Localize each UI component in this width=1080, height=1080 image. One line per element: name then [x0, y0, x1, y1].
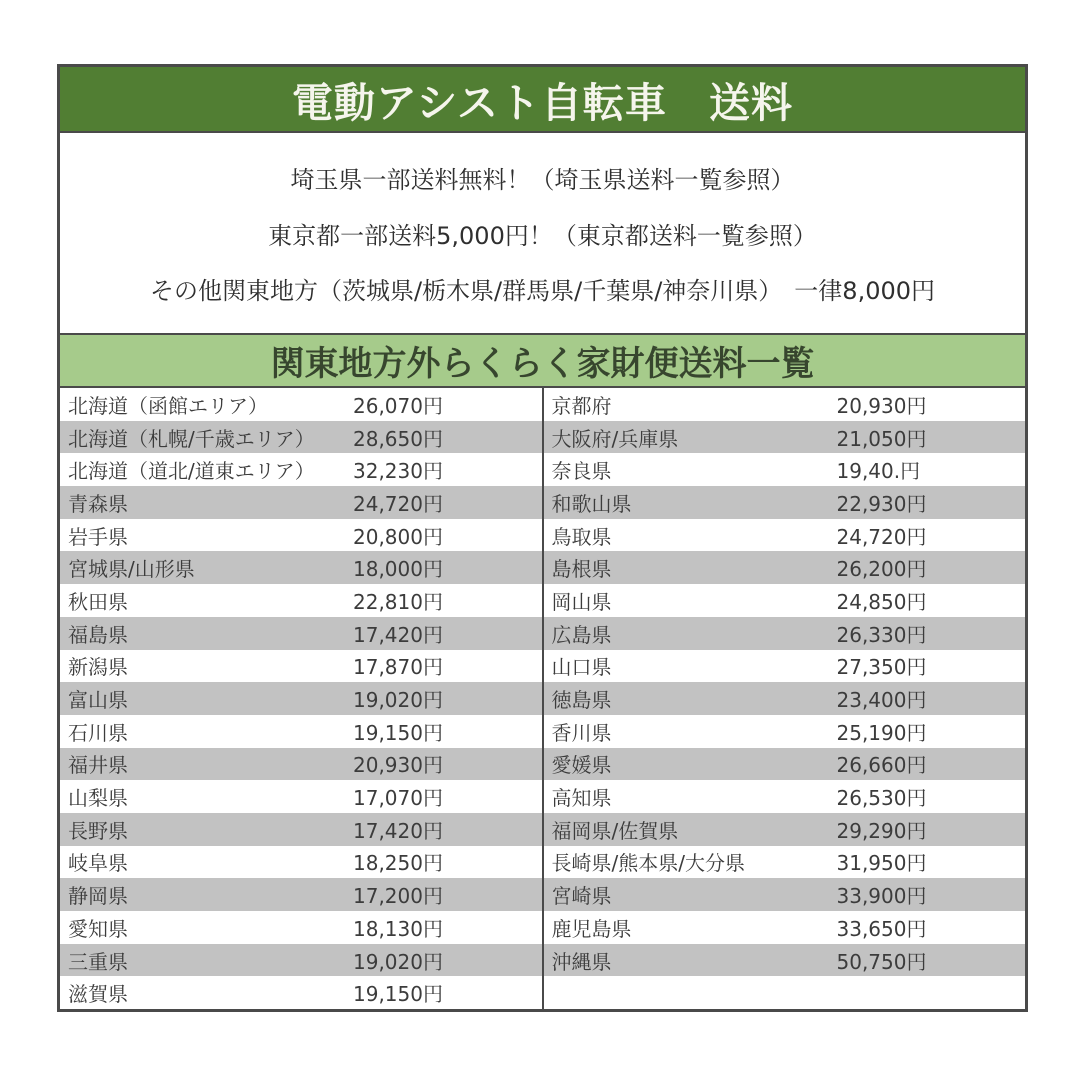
table-row — [60, 551, 542, 584]
shipping-fee: 17,070円 — [353, 786, 443, 811]
shipping-fee-table — [60, 388, 1025, 1009]
shipping-fee: 26,660円 — [836, 753, 927, 778]
table-row — [60, 780, 542, 813]
notes-section — [60, 133, 1025, 333]
table-row — [60, 813, 542, 846]
shipping-info-panel — [57, 64, 1028, 1012]
table-row — [60, 453, 542, 486]
shipping-fee: 21,050円 — [836, 426, 927, 451]
table-row — [544, 944, 1026, 977]
table-column-left — [60, 388, 542, 1009]
region-name: 石川県 — [68, 720, 128, 745]
table-row — [544, 878, 1026, 911]
table-row — [544, 846, 1026, 879]
region-name: 長崎県/熊本県/大分県 — [551, 851, 745, 876]
table-row — [60, 715, 542, 748]
table-column-right — [542, 388, 1026, 1009]
shipping-fee: 19,40.円 — [836, 459, 921, 484]
region-name: 鹿児島県 — [551, 916, 632, 941]
shipping-fee: 22,810円 — [353, 589, 443, 614]
shipping-fee: 17,870円 — [353, 655, 443, 680]
region-name: 奈良県 — [551, 459, 612, 484]
region-name: 山口県 — [551, 655, 612, 680]
table-row — [544, 388, 1026, 421]
region-name: 秋田県 — [68, 589, 128, 614]
shipping-fee: 26,070円 — [353, 393, 443, 418]
region-name: 島根県 — [551, 557, 612, 582]
region-name: 鳥取県 — [551, 524, 612, 549]
region-name: 新潟県 — [68, 655, 128, 680]
shipping-fee: 19,020円 — [353, 949, 443, 974]
region-name: 北海道（道北/道東エリア） — [68, 459, 315, 484]
region-name: 福島県 — [68, 622, 128, 647]
shipping-fee: 22,930円 — [836, 491, 927, 516]
shipping-fee: 50,750円 — [836, 949, 927, 974]
table-row — [544, 748, 1026, 781]
shipping-fee: 33,650円 — [836, 916, 927, 941]
region-name: 和歌山県 — [551, 491, 632, 516]
shipping-fee: 28,650円 — [353, 426, 443, 451]
table-row — [544, 813, 1026, 846]
table-row — [60, 519, 542, 552]
region-name: 高知県 — [551, 786, 612, 811]
table-row — [544, 486, 1026, 519]
shipping-fee: 18,250円 — [353, 851, 443, 876]
table-row — [60, 421, 542, 454]
region-name: 福井県 — [68, 753, 128, 778]
region-name: 香川県 — [551, 720, 612, 745]
shipping-fee: 17,420円 — [353, 818, 443, 843]
table-row — [60, 388, 542, 421]
table-row — [544, 911, 1026, 944]
shipping-fee: 24,720円 — [836, 524, 927, 549]
region-name: 宮城県/山形県 — [68, 557, 195, 582]
shipping-fee: 18,130円 — [353, 916, 443, 941]
region-name: 山梨県 — [68, 786, 128, 811]
shipping-fee: 20,800円 — [353, 524, 443, 549]
region-name: 長野県 — [68, 818, 128, 843]
table-row — [60, 911, 542, 944]
shipping-fee: 26,330円 — [836, 622, 927, 647]
table-row — [60, 486, 542, 519]
shipping-fee: 24,720円 — [353, 491, 443, 516]
note-saitama: 埼玉県一部送料無料！（埼玉県送料一覧参照） — [290, 165, 795, 194]
table-row — [60, 650, 542, 683]
region-name: 北海道（函館エリア） — [68, 393, 268, 418]
shipping-fee: 25,190円 — [836, 720, 927, 745]
region-name: 岡山県 — [551, 589, 612, 614]
shipping-fee: 24,850円 — [836, 589, 927, 614]
shipping-fee: 19,150円 — [353, 982, 443, 1007]
table-row — [544, 617, 1026, 650]
shipping-fee: 20,930円 — [353, 753, 443, 778]
table-row — [544, 551, 1026, 584]
region-name: 大阪府/兵庫県 — [551, 426, 679, 451]
table-title: 関東地方外らくらく家財便送料一覧 — [270, 344, 815, 384]
table-row — [60, 944, 542, 977]
shipping-fee: 18,000円 — [353, 557, 443, 582]
table-row — [544, 519, 1026, 552]
table-row — [544, 650, 1026, 683]
table-row — [60, 878, 542, 911]
table-row — [60, 682, 542, 715]
table-row — [544, 584, 1026, 617]
note-other-kanto: その他関東地方（茨城県/栃木県/群馬県/千葉県/神奈川県） 一律8,000円 — [149, 277, 936, 306]
region-name: 岐阜県 — [68, 851, 128, 876]
region-name: 京都府 — [551, 393, 612, 418]
page-title: 電動アシスト自転車 送料 — [291, 78, 794, 127]
region-name: 三重県 — [68, 949, 128, 974]
table-row — [544, 976, 1026, 1009]
table-row — [544, 421, 1026, 454]
region-name: 岩手県 — [68, 524, 128, 549]
region-name: 北海道（札幌/千歳エリア） — [68, 426, 315, 451]
table-row — [60, 584, 542, 617]
table-title-bar — [60, 333, 1025, 388]
shipping-fee: 27,350円 — [836, 655, 927, 680]
region-name: 徳島県 — [551, 688, 612, 713]
table-row — [544, 715, 1026, 748]
shipping-fee: 26,530円 — [836, 786, 927, 811]
region-name: 福岡県/佐賀県 — [551, 818, 679, 843]
note-tokyo: 東京都一部送料5,000円！（東京都送料一覧参照） — [268, 221, 817, 250]
title-bar — [60, 67, 1025, 133]
shipping-fee: 31,950円 — [836, 851, 927, 876]
shipping-fee: 19,020円 — [353, 688, 443, 713]
region-name: 富山県 — [68, 688, 128, 713]
shipping-fee: 20,930円 — [836, 393, 927, 418]
table-row — [544, 780, 1026, 813]
table-row — [60, 617, 542, 650]
shipping-fee: 17,200円 — [353, 884, 443, 909]
table-row — [544, 453, 1026, 486]
shipping-fee: 26,200円 — [836, 557, 927, 582]
shipping-fee: 32,230円 — [353, 459, 443, 484]
table-row — [544, 682, 1026, 715]
table-row — [60, 976, 542, 1009]
shipping-fee: 19,150円 — [353, 720, 443, 745]
region-name: 広島県 — [551, 622, 612, 647]
region-name: 愛媛県 — [551, 753, 612, 778]
region-name: 青森県 — [68, 491, 128, 516]
shipping-fee: 23,400円 — [836, 688, 927, 713]
region-name: 静岡県 — [68, 884, 128, 909]
region-name: 沖縄県 — [551, 949, 612, 974]
table-row — [60, 846, 542, 879]
region-name: 宮崎県 — [551, 884, 612, 909]
table-row — [60, 748, 542, 781]
region-name: 滋賀県 — [68, 982, 128, 1007]
region-name: 愛知県 — [68, 916, 128, 941]
shipping-fee: 33,900円 — [836, 884, 927, 909]
shipping-fee: 29,290円 — [836, 818, 927, 843]
shipping-fee: 17,420円 — [353, 622, 443, 647]
